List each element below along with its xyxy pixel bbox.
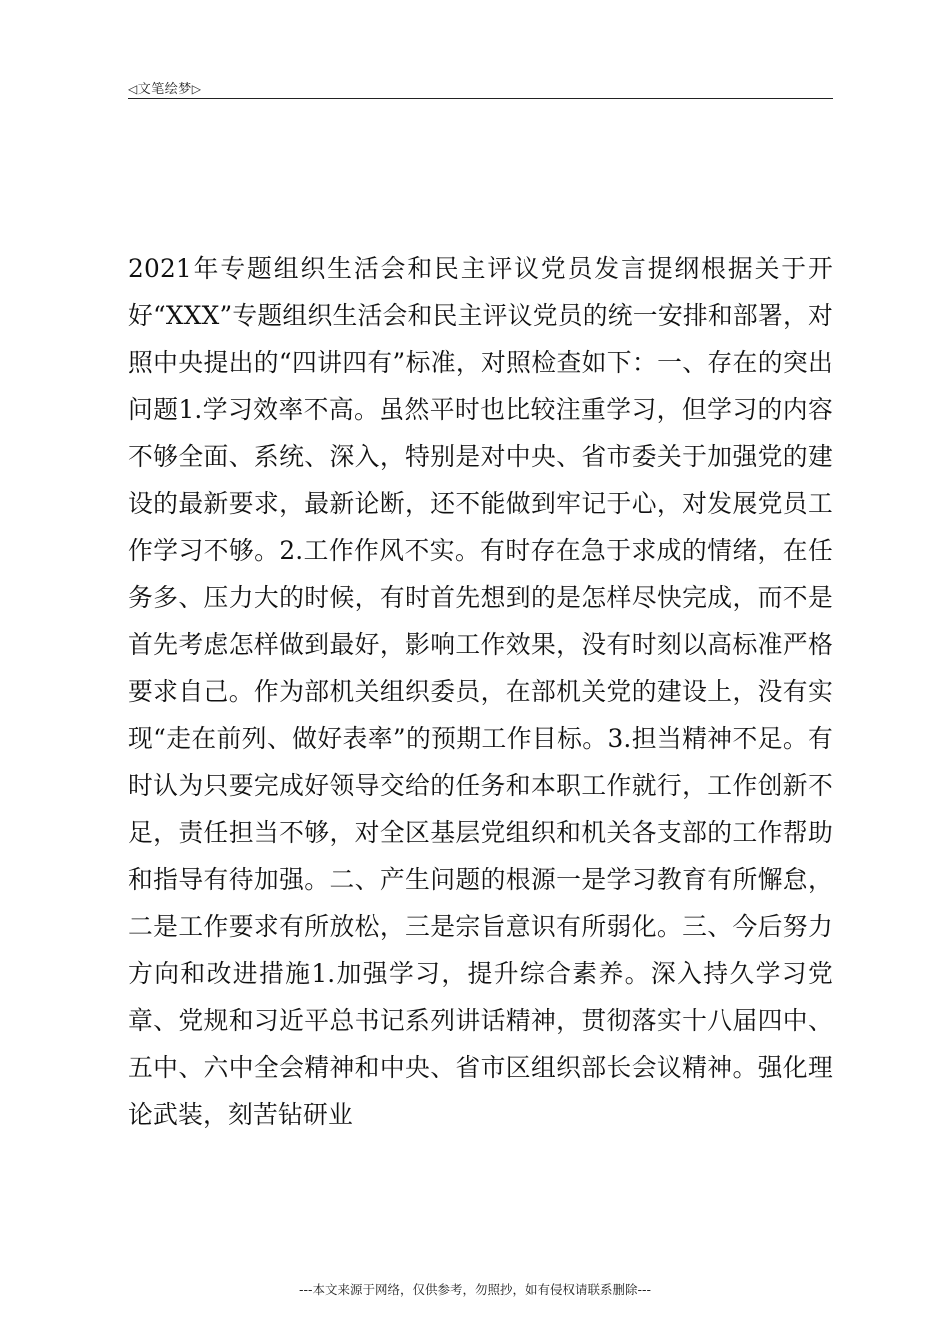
footer-notice: ---本文来源于网络，仅供参考，勿照抄，如有侵权请联系删除--- xyxy=(298,1282,652,1297)
right-triangle-icon: ▷ xyxy=(191,82,202,96)
header-title: 文笔绘梦 xyxy=(137,82,192,97)
header-label xyxy=(128,78,201,97)
left-triangle-icon: ◁ xyxy=(128,82,138,96)
page-header xyxy=(128,76,833,99)
document-body: 2021年专题组织生活会和民主评议党员发言提纲根据关于开好“XXX”专题组织生活会和民主评议党员的统一安排和部署，对照中央提出的“四讲四有”标准，对照检查如下：一、存在的突出问题1.学习效率不高。虽然平时也比较注重学习，但学习的内容不够全面、系统、深入，特别是对中央、省市委关于加强党的建设的最新要求，最新论断，还不能做到牢记于心，对发展党员工作学习不够。2.工作作风不实。有时存在急于求成的情绪，在任务多、压力大的时候，有时首先想到的是怎样尽快完成，而不是首先考虑怎样做到最好，影响工作效果，没有时刻以高标准严格要求自己。作为部机关组织委员，在部机关党的建设上，没有实现“走在前列、做好表率”的预期工作目标。3.担当精神不足。有时认为只要完成好领导交给的任务和本职工作就行，工作创新不足，责任担当不够，对全区基层党组织和机关各支部的工作帮助和指导有待加强。二、产生问题的根源一是学习教育有所懈怠，二是工作要求有所放松，三是宗旨意识有所弱化。三、今后努力方向和改进措施1.加强学习，提升综合素养。深入持久学习党章、党规和习近平总书记系列讲话精神，贯彻落实十八届四中、五中、六中全会精神和中央、省市区组织部长会议精神。强化理论武装，刻苦钻研业 xyxy=(128,254,833,1129)
